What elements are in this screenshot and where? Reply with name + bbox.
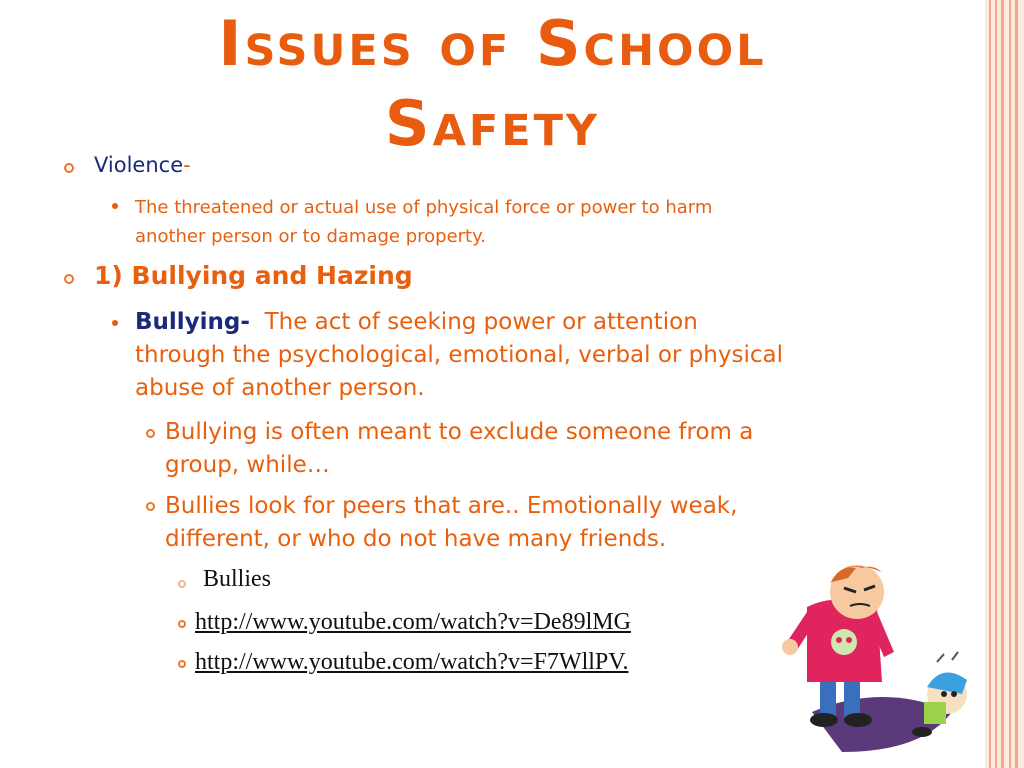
violence-definition bbox=[135, 193, 895, 251]
dot-bullet-icon bbox=[112, 320, 118, 326]
violence-label: Violence bbox=[94, 153, 184, 177]
bullying-definition-line-1: The act of seeking power or attention bbox=[264, 309, 698, 335]
peers-line-1: Bullies look for peers that are.. Emotionally weak, bbox=[165, 493, 738, 519]
violence-definition-line-2: another person or to damage property. bbox=[135, 226, 486, 247]
exclude-line-1: Bullying is often meant to exclude someone from a bbox=[165, 419, 754, 445]
bullies-label: Bullies bbox=[203, 566, 272, 592]
circle-bullet-icon bbox=[64, 163, 74, 173]
bullying-definition-line-3: abuse of another person. bbox=[135, 375, 425, 401]
violence-dash: - bbox=[183, 153, 191, 177]
slide-border-stripes bbox=[985, 0, 1024, 768]
circle-bullet-icon bbox=[146, 502, 155, 511]
circle-bullet-icon bbox=[178, 580, 186, 588]
bullying-heading: 1) Bullying and Hazing bbox=[94, 261, 413, 290]
dot-bullet-icon bbox=[112, 203, 118, 209]
bullying-definition-line-2: through the psychological, emotional, verbal or physical bbox=[135, 342, 783, 368]
bully-cartoon-icon bbox=[772, 562, 982, 762]
bullying-term: Bullying- bbox=[135, 309, 250, 335]
circle-bullet-icon bbox=[178, 620, 186, 628]
exclude-text bbox=[165, 416, 865, 482]
youtube-link-1[interactable]: http://www.youtube.com/watch?v=De89lMG bbox=[195, 609, 631, 635]
bullying-definition bbox=[135, 306, 895, 405]
youtube-link-2[interactable]: http://www.youtube.com/watch?v=F7WllPV. bbox=[195, 649, 629, 675]
circle-bullet-icon bbox=[64, 274, 74, 284]
slide-title bbox=[0, 4, 985, 164]
exclude-line-2: group, while… bbox=[165, 452, 330, 478]
title-line-2: Safety bbox=[384, 87, 601, 160]
violence-definition-line-1: The threatened or actual use of physical force or power to harm bbox=[135, 197, 713, 218]
circle-bullet-icon bbox=[146, 429, 155, 438]
title-line-1: Issues of School bbox=[218, 7, 767, 80]
peers-line-2: different, or who do not have many friends. bbox=[165, 526, 667, 552]
violence-label-row bbox=[94, 153, 191, 177]
peers-text bbox=[165, 490, 865, 556]
circle-bullet-icon bbox=[178, 660, 186, 668]
